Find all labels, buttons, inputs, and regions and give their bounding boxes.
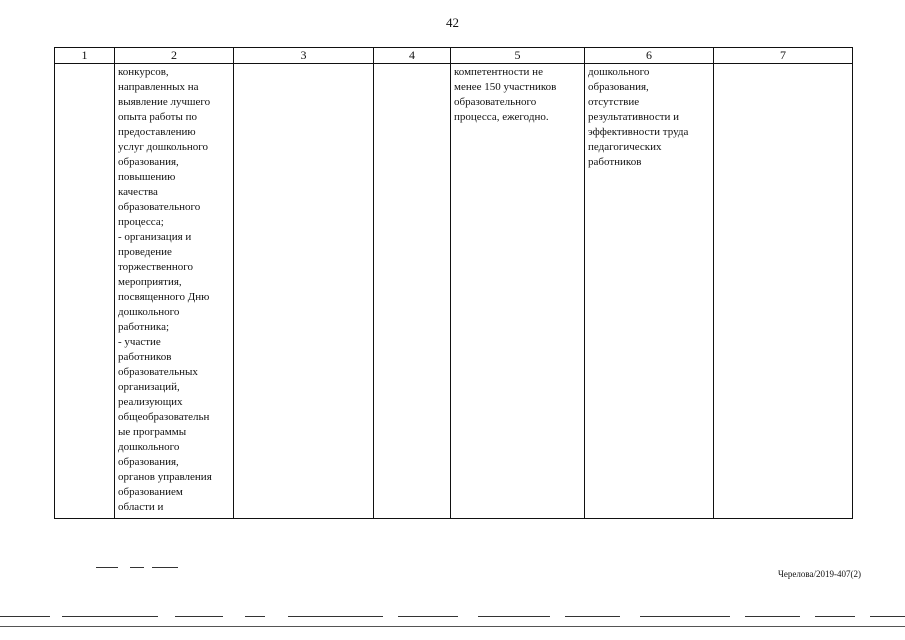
cell-text-line: области и xyxy=(118,501,164,513)
scan-artifact-line xyxy=(0,626,905,627)
cell-text-line: процесса; xyxy=(118,216,164,228)
cell-text-line: мероприятия, xyxy=(118,276,182,288)
cell-text-line: направленных на xyxy=(118,81,199,93)
scan-artifact-line xyxy=(640,616,730,617)
scan-artifact-line xyxy=(175,616,223,617)
column-header-4: 4 xyxy=(374,48,451,64)
column-header-7: 7 xyxy=(714,48,853,64)
cell-text-line: дошкольного xyxy=(118,441,180,453)
cell-text-line: посвященного Дню xyxy=(118,291,210,303)
cell-text-line: образования, xyxy=(588,81,649,93)
cell-text-line: - участие xyxy=(118,336,161,348)
table-row xyxy=(55,64,853,519)
cell-col7 xyxy=(714,64,853,519)
cell-text-line: образовательного xyxy=(118,201,201,213)
scan-artifact-line xyxy=(62,616,158,617)
document-table xyxy=(54,47,853,519)
cell-text-line: органов управления xyxy=(118,471,212,483)
cell-text-line: дошкольного xyxy=(588,66,650,78)
cell-col2 xyxy=(115,64,234,519)
cell-text-line: опыта работы по xyxy=(118,111,198,123)
scan-artifact-line xyxy=(398,616,458,617)
scan-artifact-line xyxy=(815,616,855,617)
scan-artifact-line xyxy=(565,616,620,617)
footer-code: Черелова/2019-407(2) xyxy=(778,569,861,579)
cell-text-line: работника; xyxy=(118,321,170,333)
scan-artifact-line xyxy=(745,616,800,617)
cell-text-line: дошкольного xyxy=(118,306,180,318)
cell-text-line: реализующих xyxy=(118,396,183,408)
cell-text-line: результативности и xyxy=(588,111,680,123)
scan-artifact-line xyxy=(288,616,383,617)
cell-text-line: торжественного xyxy=(118,261,193,273)
cell-text-line: менее 150 участников xyxy=(454,81,557,93)
cell-text-line: образованием xyxy=(118,486,183,498)
scan-artifact-line xyxy=(245,616,265,617)
cell-text-line: услуг дошкольного xyxy=(118,141,208,153)
scan-artifact-line xyxy=(478,616,550,617)
scan-artifact-line xyxy=(96,567,118,568)
cell-text-line: образовательных xyxy=(118,366,198,378)
cell-text-line: работников xyxy=(588,156,642,168)
cell-text-line: качества xyxy=(118,186,158,198)
cell-text-line: эффективности труда xyxy=(588,126,689,138)
cell-text-line: образования, xyxy=(118,156,179,168)
cell-col4 xyxy=(374,64,451,519)
cell-text-line: - организация и xyxy=(118,231,192,243)
cell-col1 xyxy=(55,64,115,519)
column-header-2: 2 xyxy=(115,48,234,64)
header-row xyxy=(55,48,853,64)
page-number: 42 xyxy=(446,15,459,30)
cell-text-line: конкурсов, xyxy=(118,66,169,78)
cell-text-line: предоставлению xyxy=(118,126,196,138)
cell-text-line: отсутствие xyxy=(588,96,640,108)
cell-text-line: компетентности не xyxy=(454,66,543,78)
cell-text-line: повышению xyxy=(118,171,176,183)
cell-text-line: образования, xyxy=(118,456,179,468)
cell-col5 xyxy=(451,64,585,519)
cell-text-line: педагогических xyxy=(588,141,662,153)
cell-text-line: организаций, xyxy=(118,381,180,393)
cell-text-line: ые программы xyxy=(118,426,187,438)
cell-text-line: работников xyxy=(118,351,172,363)
cell-col3 xyxy=(234,64,374,519)
cell-col6 xyxy=(585,64,714,519)
cell-text-line: процесса, ежегодно. xyxy=(454,111,549,123)
column-header-6: 6 xyxy=(585,48,714,64)
cell-text-line: проведение xyxy=(118,246,172,258)
cell-text-line: общеобразовательн xyxy=(118,411,210,423)
scan-artifact-line xyxy=(130,567,144,568)
column-header-5: 5 xyxy=(451,48,585,64)
cell-text-line: выявление лучшего xyxy=(118,96,211,108)
scan-artifact-line xyxy=(152,567,178,568)
scan-artifact-line xyxy=(870,616,905,617)
cell-text-line: образовательного xyxy=(454,96,537,108)
scan-artifact-line xyxy=(0,616,50,617)
column-header-3: 3 xyxy=(234,48,374,64)
column-header-1: 1 xyxy=(55,48,115,64)
